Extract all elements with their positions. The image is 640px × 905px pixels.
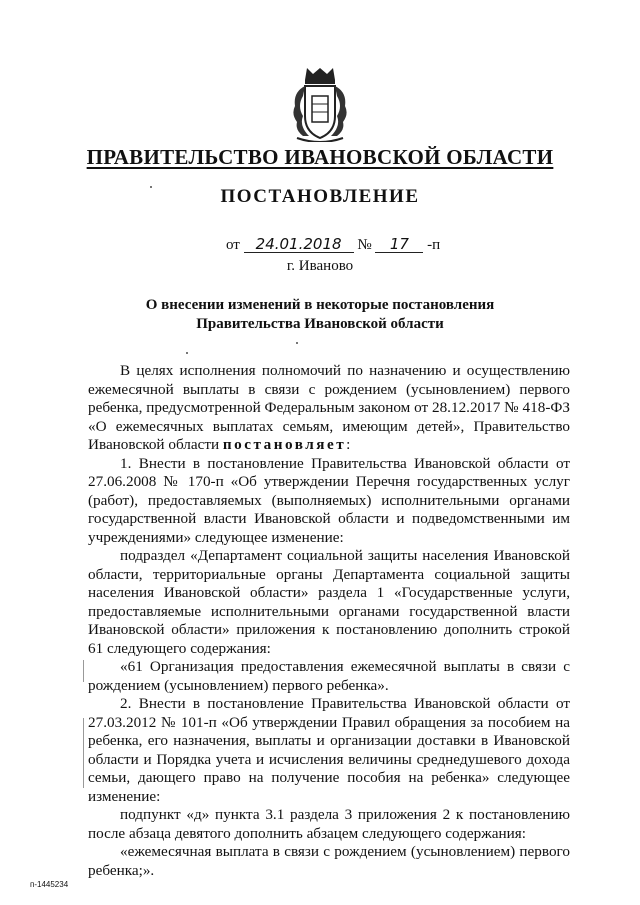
scan-margin-mark [83,718,84,788]
document-body [88,362,570,880]
number-prefix: № [357,237,372,253]
paragraph-1-subsection: подраздел «Департамент социальной защиты населения Ивановской области, территориальные органы Департамента социальной защиты населения Ивановской области» раздела 1 «Государственные услуги, предоставляемые исполнительными органами государственной власти Ивановской области» приложения к постановлению дополнить строкой 61 следующего содержания: [88,547,570,657]
number-value: 17 [375,236,423,253]
intro-text: В целях исполнения полномочий по назначению и осуществлению ежемесячной выплаты в связи с рождением (усыновлением) первого ребенка, предусмотренной Федеральным законом от 28.12.2017 № 418-ФЗ «О ежемесячных выплатах семьям, имеющим детей», Правительство Ивановской области [88,362,570,453]
subject-line-1: О внесении изменений в некоторые постановления [145,297,495,313]
scan-margin-mark [83,660,84,682]
paragraph-2: 2. Внести в постановление Правительства Ивановской области от 27.03.2012 № 101-п «Об утверждении Правил обращения за пособием на ребенка, его назначения, выплаты и организации доставки в Ивановской области и Порядка учета и исчисления величины среднедушевого дохода семьи, дающего право на получение пособия на ребенка» следующее изменение: [88,695,570,805]
intro-paragraph: В целях исполнения полномочий по назначению и осуществлению ежемесячной выплаты в связи с рождением (усыновлением) первого ребенка, предусмотренной Федеральным законом от 28.12.2017 № 418-ФЗ «О ежемесячных выплатах семьям, имеющим детей», Правительство Ивановской области постановляет: [88,362,570,453]
date-number-line [226,236,440,254]
scan-speck [186,352,188,354]
coat-of-arms-emblem [285,66,355,142]
document-subject [0,296,640,334]
scan-speck [296,342,298,344]
number-suffix: -п [427,237,441,253]
paragraph-2-quote: «ежемесячная выплата в связи с рождением (усыновлением) первого ребенка;». [88,843,570,879]
date-prefix: от [226,237,240,253]
intro-action: постановляет [222,436,347,453]
subject-line-2: Правительства Ивановской области [196,316,444,332]
document-code: п-1445234 [30,880,69,889]
paragraph-1-quote: «61 Организация предоставления ежемесячной выплаты в связи с рождением (усыновлением) первого ребенка». [88,658,570,694]
document-type: ПОСТАНОВЛЕНИЕ [220,186,420,207]
date-value: 24.01.2018 [244,236,354,253]
city: г. Иваново [286,258,354,274]
paragraph-1: 1. Внести в постановление Правительства Ивановской области от 27.06.2008 № 170-п «Об утверждении Перечня государственных услуг (работ), предоставляемых (выполняемых) исполнительными органами государственной власти Ивановской области и подведомственными им учреждениями» следующее изменение: [88,454,570,546]
government-title: ПРАВИТЕЛЬСТВО ИВАНОВСКОЙ ОБЛАСТИ [86,145,554,169]
paragraph-2-subsection: подпункт «д» пункта 3.1 раздела 3 приложения 2 к постановлению после абзаца девятого дополнить абзацем следующего содержания: [88,806,570,842]
scan-speck [150,186,152,188]
